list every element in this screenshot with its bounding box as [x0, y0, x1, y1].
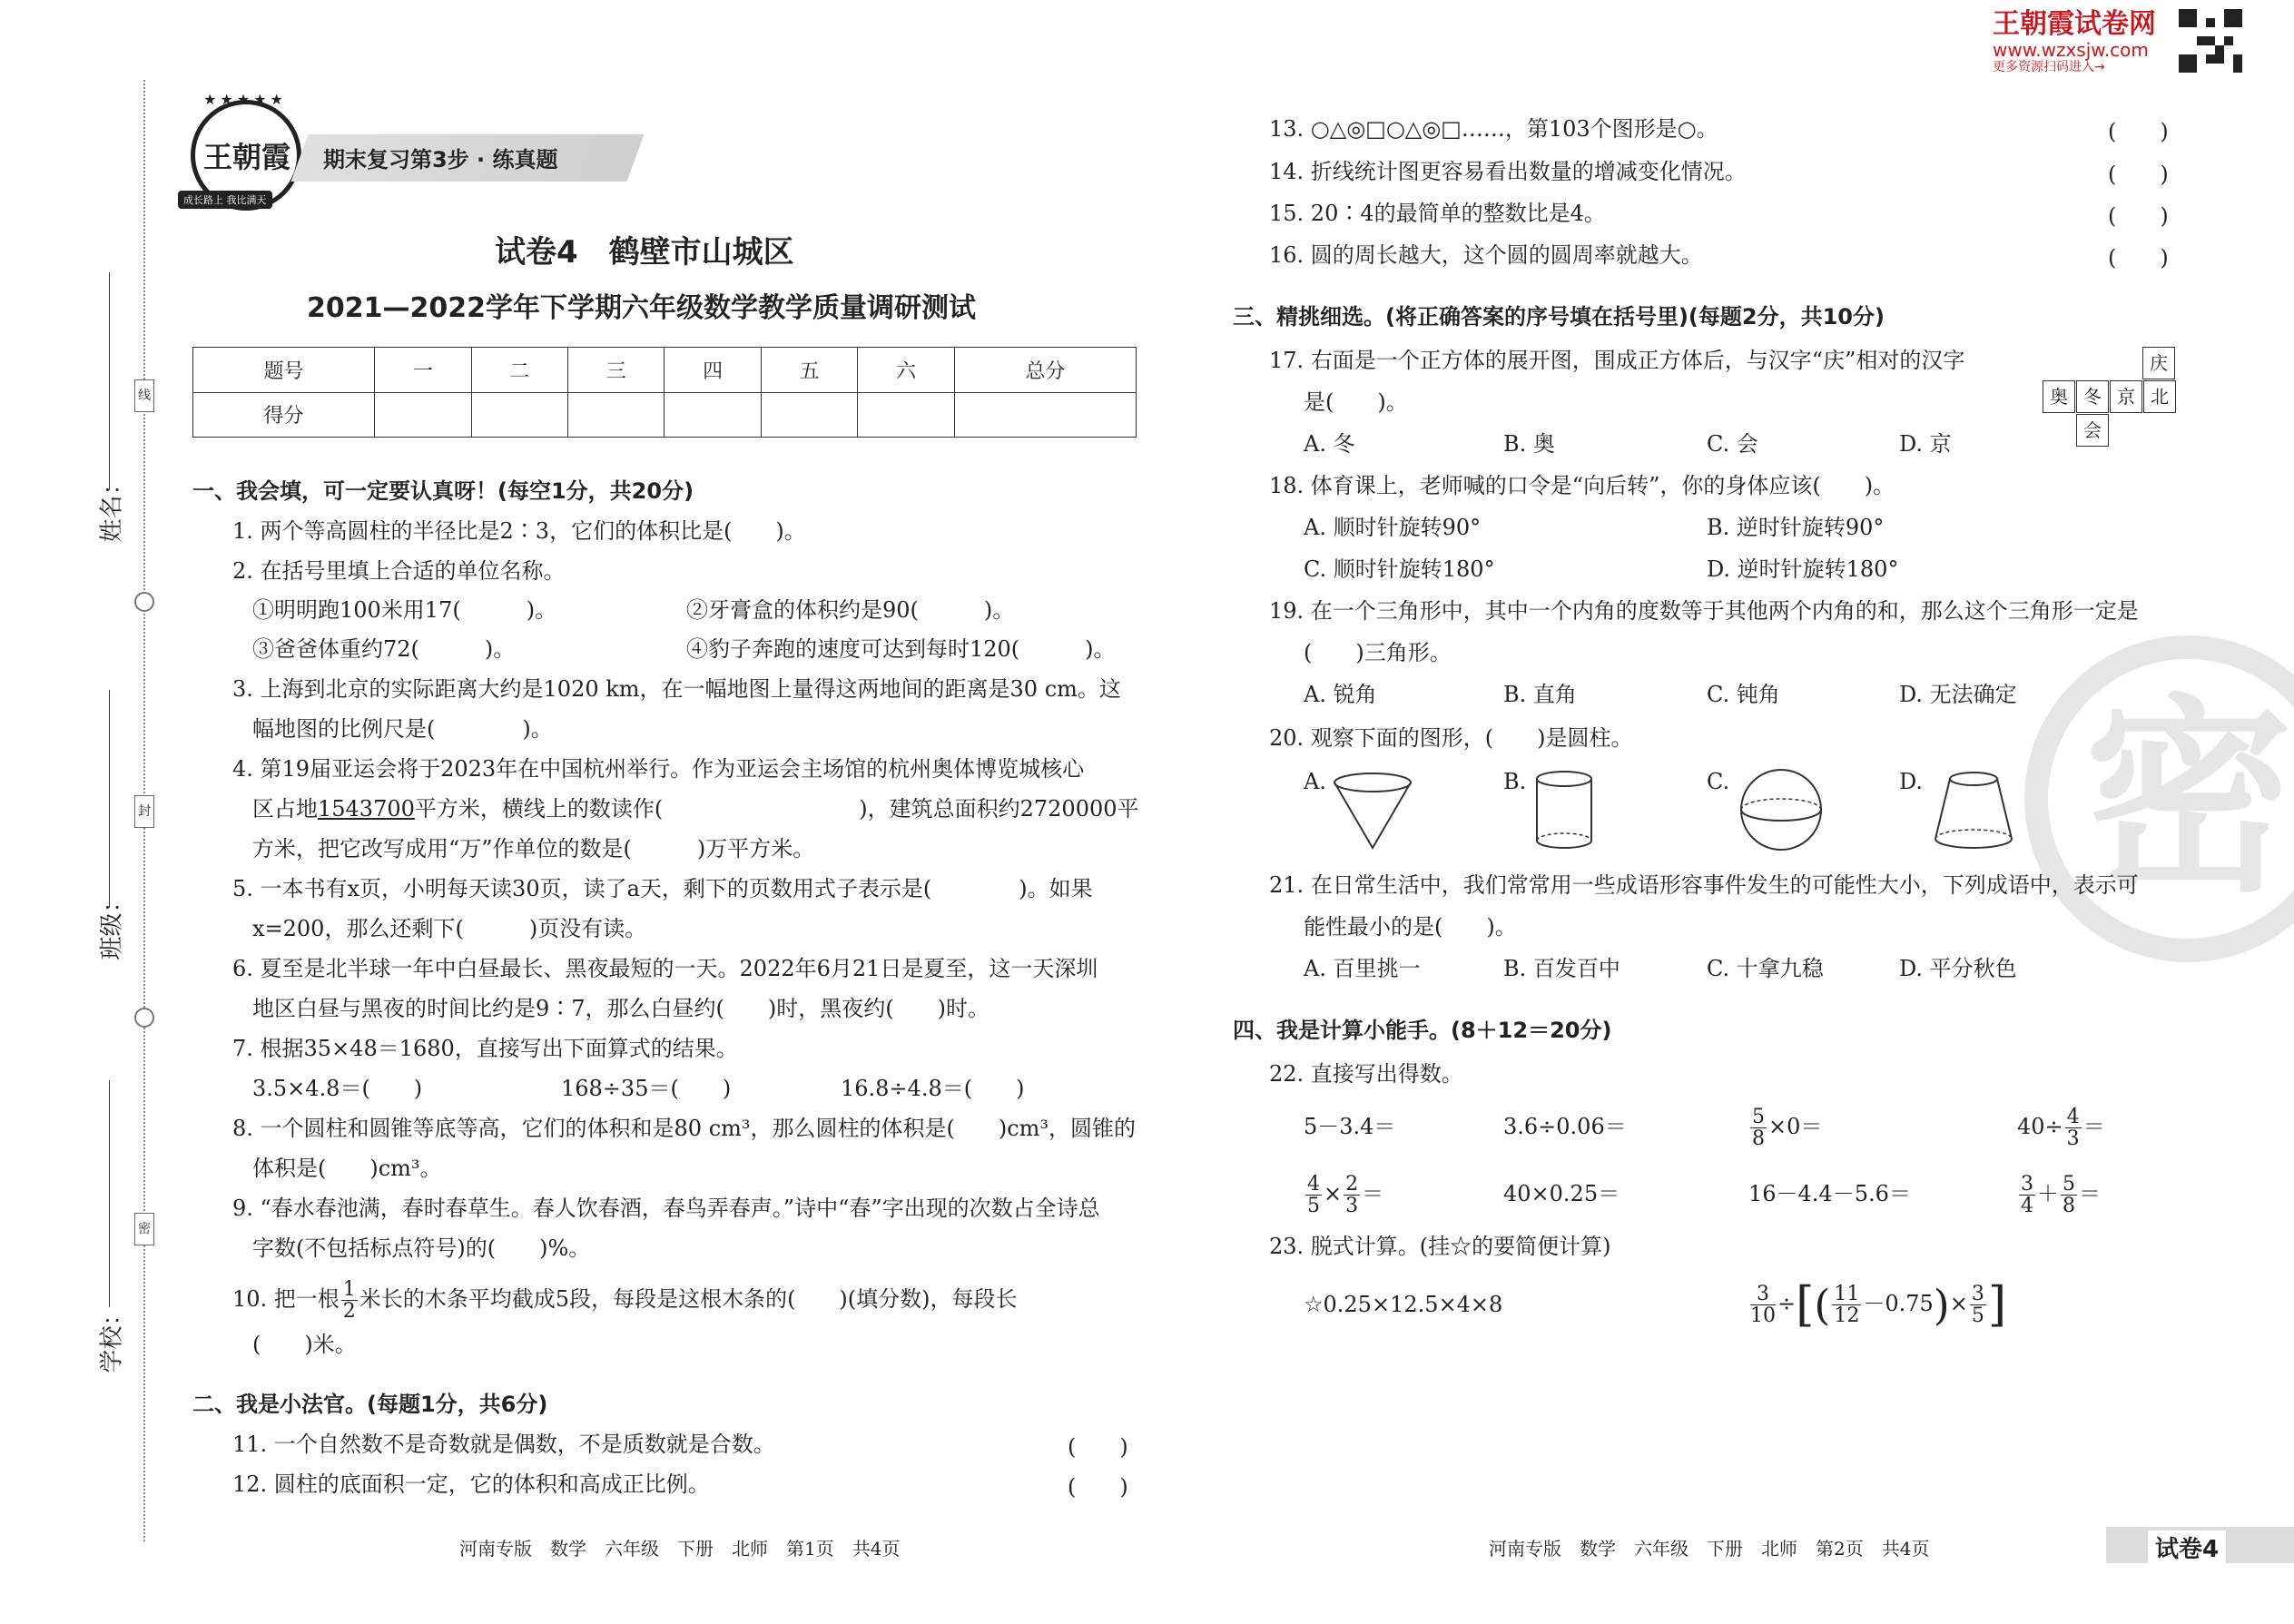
question-19-line1: 19. 在一个三角形中，其中一个内角的度数等于其他两个内角的和，那么这个三角形一定是: [1269, 598, 2139, 624]
q19-option-a[interactable]: A. 锐角: [1304, 682, 1377, 707]
section-2-title: 二、我是小法官。(每题1分，共6分): [192, 1392, 548, 1417]
score-table-header-row: [193, 348, 1137, 393]
q18-option-d[interactable]: D. 逆时针旋转180°: [1707, 556, 1899, 582]
question-4-line3: 方米，把它改写成用“万”作单位的数是( )万平方米。: [252, 836, 815, 861]
answer-paren-11[interactable]: ( ): [1068, 1434, 1128, 1460]
question-5-line1: 5. 一本书有x页，小明每天读30页，读了a天，剩下的页数用式子表示是( )。如果: [232, 876, 1093, 901]
binding-hole-icon: [134, 592, 154, 612]
question-16: 16. 圆的周长越大，这个圆的圆周率就越大。: [1269, 242, 1703, 268]
q10-prefix: 10. 把一根: [232, 1286, 340, 1312]
step-banner-text: 期末复习第3步 · 练真题: [323, 147, 558, 172]
q20-option-a[interactable]: A.: [1304, 769, 1326, 794]
net-cell-bei: 北: [2143, 380, 2176, 413]
calc-8: $\frac{3}{4}$ ＋ $\frac{5}{8}$ ＝: [2021, 1172, 2101, 1217]
name-field[interactable]: [109, 272, 110, 490]
score-header-cell: 题号: [193, 348, 375, 393]
question-21-line2: 能性最小的是( )。: [1304, 914, 1517, 940]
question-1: 1. 两个等高圆柱的半径比是2∶3，它们的体积比是( )。: [232, 518, 806, 544]
q17-option-d[interactable]: D. 京: [1899, 431, 1952, 457]
q18-option-a[interactable]: A. 顺时针旋转90°: [1304, 515, 1482, 540]
score-header-cell: 一: [375, 348, 471, 393]
question-6-line2: 地区白昼与黑夜的时间比约是9∶7，那么白昼约( )时，黑夜约( )时。: [252, 996, 989, 1021]
name-label: 姓名：: [98, 471, 126, 543]
q4-suffix: 平方米，横线上的数读作( )，建筑总面积约2720000平: [414, 796, 1139, 822]
question-18: 18. 体育课上，老师喊的口令是“向后转”，你的身体应该( )。: [1269, 473, 1895, 498]
question-5-line2: x=200，那么还剩下( )页没有读。: [252, 916, 647, 941]
q21-option-a[interactable]: A. 百里挑一: [1304, 956, 1421, 981]
question-21-line1: 21. 在日常生活中，我们常常用一些成语形容事件发生的可能性大小，下列成语中，表示可: [1269, 872, 2139, 898]
question-10-line1: [232, 1276, 1018, 1322]
score-header-cell: 总分: [954, 348, 1136, 393]
score-table-score-row: [193, 392, 1137, 438]
question-22: 22. 直接写出得数。: [1269, 1061, 1463, 1087]
calc-7: 16－4.4－5.6＝: [1748, 1181, 1911, 1206]
q17-option-a[interactable]: A. 冬: [1304, 431, 1355, 457]
score-cell[interactable]: [375, 392, 471, 438]
watermark-url: www.wzxsjw.com: [1993, 39, 2149, 61]
page-subtitle: 2021—2022学年下学期六年级数学教学质量调研测试: [307, 292, 976, 324]
question-9-line2: 字数(不包括标点符号)的( )%。: [252, 1235, 591, 1261]
calc-6: 40×0.25＝: [1503, 1181, 1620, 1206]
logo-text: 王朝霞: [203, 140, 291, 174]
qr-code-icon[interactable]: [2179, 9, 2242, 73]
answer-paren-16[interactable]: ( ): [2108, 245, 2169, 271]
question-19-line2: ( )三角形。: [1304, 640, 1452, 665]
score-header-cell: 四: [665, 348, 761, 393]
logo-ribbon: 成长路上 我比满天: [178, 191, 272, 209]
school-field[interactable]: [109, 1080, 110, 1307]
expr-2: $\frac{3}{10}$ ÷[( $\frac{11}{12}$ －0.75)× $\frac{3}{5}$ ]: [1750, 1277, 2007, 1333]
answer-paren-13[interactable]: ( ): [2108, 119, 2169, 144]
q4-underlined-number: 1543700: [318, 796, 415, 822]
calc-5: $\frac{4}{5}$ × $\frac{2}{3}$ ＝: [1307, 1172, 1384, 1217]
question-6-line1: 6. 夏至是北半球一年中白昼最长、黑夜最短的一天。2022年6月21日是夏至，这一天深圳: [232, 956, 1098, 981]
class-label: 班级：: [98, 889, 126, 960]
q20-option-c[interactable]: C.: [1707, 769, 1730, 794]
question-23: 23. 脱式计算。(挂☆的要简便计算): [1269, 1234, 1611, 1259]
question-7c: 16.8÷4.8＝( ): [841, 1076, 1025, 1101]
calc-3: $\frac{5}{8}$ ×0＝: [1752, 1105, 1823, 1150]
score-header-cell: 六: [858, 348, 954, 393]
score-cell[interactable]: [954, 392, 1136, 438]
question-14: 14. 折线统计图更容易看出数量的增减变化情况。: [1269, 159, 1747, 184]
question-17-line2: 是( )。: [1304, 389, 1408, 415]
question-7: 7. 根据35×48＝1680，直接写出下面算式的结果。: [232, 1036, 738, 1061]
q19-option-b[interactable]: B. 直角: [1503, 682, 1577, 707]
footer-left: 河南专版 数学 六年级 下册 北师 第1页 共4页: [459, 1538, 901, 1560]
question-15: 15. 20∶4的最简单的整数比是4。: [1269, 201, 1606, 226]
net-cell-ao: 奥: [2043, 380, 2075, 413]
question-2d: ④豹子奔跑的速度可达到每时120( )。: [686, 636, 1116, 662]
q4-prefix: 区占地: [252, 796, 318, 822]
watermark: [1993, 9, 2174, 73]
score-cell[interactable]: [568, 392, 665, 438]
expr-1: ☆0.25×12.5×4×8: [1304, 1292, 1503, 1317]
secret-stamp-watermark: 密: [2024, 635, 2294, 962]
score-cell[interactable]: [665, 392, 761, 438]
q10-suffix: 米长的木条平均截成5段，每段是这根木条的( )(填分数)，每段长: [359, 1286, 1018, 1312]
question-2c: ③爸爸体重约72( )。: [252, 636, 516, 662]
section-3-title: 三、精挑细选。(将正确答案的序号填在括号里)(每题2分，共10分): [1233, 304, 1885, 330]
score-cell[interactable]: [858, 392, 954, 438]
score-header-cell: 五: [761, 348, 857, 393]
question-8-line2: 体积是( )cm³。: [252, 1156, 442, 1181]
brand-logo: ★★★★★ 王朝霞 成长路上 我比满天: [182, 91, 309, 218]
frustum-icon: [1928, 768, 2019, 851]
question-12: 12. 圆柱的底面积一定，它的体积和高成正比例。: [232, 1471, 710, 1497]
class-field[interactable]: [109, 690, 110, 908]
seal-label-seal: 封: [134, 795, 154, 828]
net-cell-jing: 京: [2110, 380, 2142, 413]
question-8-line1: 8. 一个圆柱和圆锥等底等高，它们的体积和是80 cm³，那么圆柱的体积是( )cm³，圆锥的: [232, 1116, 1137, 1141]
question-7b: 168÷35＝( ): [561, 1076, 732, 1101]
score-header-cell: 二: [471, 348, 567, 393]
paper-tag-text: 试卷4: [2148, 1530, 2226, 1564]
question-4-line2: [252, 793, 1139, 824]
cone-icon: [1327, 770, 1418, 851]
question-3-line1: 3. 上海到北京的实际距离大约是1020 km，在一幅地图上量得这两地间的距离是30 cm。这: [232, 676, 1121, 702]
question-13: 13. ○△◎□○△◎□……，第103个图形是○。: [1269, 116, 1718, 142]
calc-4: 40÷ $\frac{4}{3}$ ＝: [2017, 1105, 2105, 1150]
question-17-line1: 17. 右面是一个正方体的展开图，围成正方体后，与汉字“庆”相对的汉字: [1269, 348, 1965, 373]
question-20: 20. 观察下面的图形，( )是圆柱。: [1269, 725, 1633, 751]
q19-option-d[interactable]: D. 无法确定: [1899, 682, 2017, 707]
score-cell[interactable]: [471, 392, 567, 438]
score-row-label: 得分: [193, 392, 375, 438]
question-4-line1: 4. 第19届亚运会将于2023年在中国杭州举行。作为亚运会主场馆的杭州奥体博览城核心: [232, 756, 1085, 782]
question-9-line1: 9. “春水春池满，春时春草生。春人饮春酒，春鸟弄春声。”诗中“春”字出现的次数占全诗总: [232, 1196, 1100, 1221]
watermark-tagline: 更多资源扫码进入→: [1993, 60, 2105, 74]
q17-option-c[interactable]: C. 会: [1707, 431, 1758, 457]
calc-2: 3.6÷0.06＝: [1503, 1114, 1627, 1139]
question-2b: ②牙膏盒的体积约是90( )。: [686, 597, 1015, 623]
sphere-icon: [1736, 768, 1826, 851]
seal-label-mi: 密: [134, 1213, 154, 1245]
net-cell-dong: 冬: [2076, 380, 2109, 413]
q10-fraction: $\frac{1}{2}$: [342, 1277, 356, 1323]
section-1-title: 一、我会填，可一定要认真呀！(每空1分，共20分): [192, 478, 694, 504]
question-11: 11. 一个自然数不是奇数就是偶数，不是质数就是合数。: [232, 1432, 775, 1457]
answer-paren-12[interactable]: ( ): [1068, 1474, 1128, 1500]
page-title: 试卷4 鹤壁市山城区: [495, 234, 794, 271]
answer-paren-15[interactable]: ( ): [2108, 203, 2169, 229]
binding-hole-icon: [134, 1008, 154, 1028]
net-cell-hui: 会: [2076, 414, 2109, 447]
question-3-line2: 幅地图的比例尺是( )。: [252, 716, 553, 742]
net-cell-qing: 庆: [2142, 347, 2175, 379]
q21-option-d[interactable]: D. 平分秋色: [1899, 956, 2017, 981]
q21-option-b[interactable]: B. 百发百中: [1503, 956, 1620, 981]
q21-option-c[interactable]: C. 十拿九稳: [1707, 956, 1824, 981]
score-cell[interactable]: [761, 392, 857, 438]
score-header-cell: 三: [568, 348, 665, 393]
question-10-line2: ( )米。: [252, 1332, 357, 1357]
q18-option-c[interactable]: C. 顺时针旋转180°: [1304, 556, 1495, 582]
q20-option-b[interactable]: B.: [1503, 769, 1527, 794]
q17-option-b[interactable]: B. 奥: [1503, 431, 1555, 457]
question-2: 2. 在括号里填上合适的单位名称。: [232, 558, 566, 584]
answer-paren-14[interactable]: ( ): [2108, 162, 2169, 187]
calc-1: 5－3.4＝: [1304, 1114, 1396, 1139]
school-label: 学校：: [98, 1302, 126, 1373]
score-table: [192, 347, 1137, 438]
section-4-title: 四、我是计算小能手。(8＋12＝20分): [1233, 1018, 1612, 1043]
seal-label-line: 线: [134, 379, 154, 412]
q20-option-d[interactable]: D.: [1899, 769, 1924, 794]
q18-option-b[interactable]: B. 逆时针旋转90°: [1707, 515, 1885, 540]
watermark-brand: 王朝霞试卷网: [1993, 8, 2156, 40]
footer-right: 河南专版 数学 六年级 下册 北师 第2页 共4页: [1489, 1538, 1930, 1560]
q19-option-c[interactable]: C. 钝角: [1707, 682, 1780, 707]
question-7a: 3.5×4.8＝( ): [252, 1076, 423, 1101]
cylinder-icon: [1532, 768, 1596, 851]
question-2a: ①明明跑100米用17( )。: [252, 597, 557, 623]
